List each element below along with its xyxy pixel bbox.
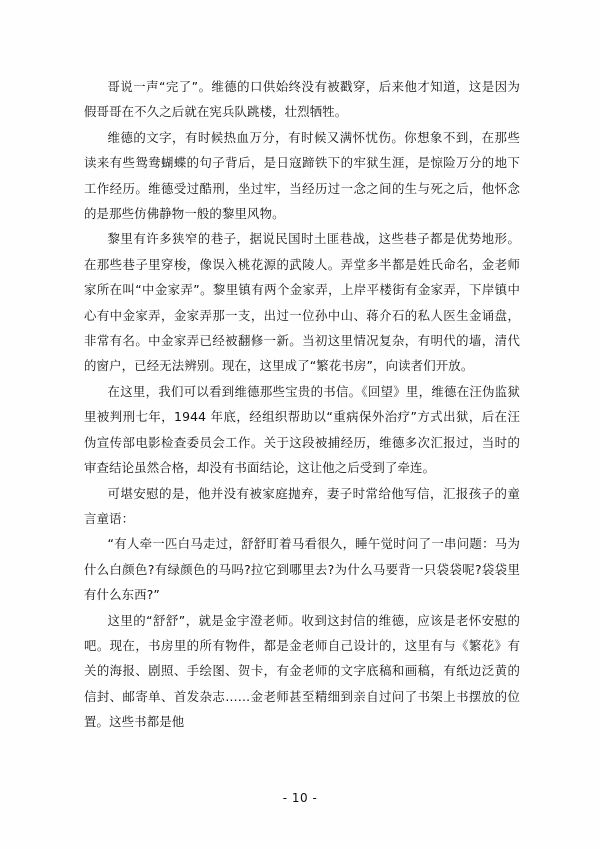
paragraph: 哥说一声“完了”。维德的口供始终没有被戳穿，后来他才知道，这是因为假哥哥在不久之后就在宪兵队跳楼，壮烈牺牲。 bbox=[84, 79, 520, 120]
paragraph: 可堪安慰的是，他并没有被家庭抛弃，妻子时常给他写信，汇报孩子的童言童语： bbox=[84, 485, 520, 526]
page-number: - 10 - bbox=[282, 791, 318, 805]
paragraph: 在这里，我们可以看到维德那些宝贵的书信。《回望》里，维德在汪伪监狱里被判刑七年，1944 年底，经组织帮助以“重病保外治疗”方式出狱，后在汪伪宣传部电影检查委员会工作。关于这段被捕经历，维德多次汇报过，当时的审查结论虽然合格，却没有书面结论，这让他之后受到了牵连。 bbox=[84, 383, 520, 476]
paragraph-quote: “有人牵一匹白马走过，舒舒盯着马看很久，睡午觉时问了一串问题：马为什么白颜色?有绿颜色的马吗?拉它到哪里去?为什么马要背一只袋袋呢?袋袋里有什么东西?” bbox=[84, 536, 520, 603]
page-body bbox=[84, 74, 520, 735]
paragraph: 这里的“舒舒”，就是金宇澄老师。收到这封信的维德，应该是老怀安慰的吧。现在，书房里的所有物件，都是金老师自己设计的，这里有与《繁花》有关的海报、剧照、手绘图、贺卡，有金老师的文字底稿和画稿，有纸边泛黄的信封、邮寄单、首发杂志……金老师甚至精细到亲自过问了书架上书摆放的位置。这些书都是他 bbox=[84, 612, 520, 730]
paragraph: 黎里有许多狭窄的巷子，据说民国时土匪巷战，这些巷子都是优势地形。在那些巷子里穿梭，像误入桃花源的武陵人。弄堂多半都是姓氏命名，金老师家所在叫“中金家弄”。黎里镇有两个金家弄，上岸平楼街有金家弄，下岸镇中心有中金家弄，金家弄那一支，出过一位孙中山、蒋介石的私人医生金诵盘，非常有名。中金家弄已经被翻修一新。当初这里情况复杂，有明代的墙，清代的窗户，已经无法辨别。现在，这里成了“繁花书房”，向读者们开放。 bbox=[84, 231, 520, 374]
paragraph: 维德的文字，有时候热血万分，有时候又满怀忧伤。你想象不到，在那些读来有些鸳鸯蝴蝶的句子背后，是日寇蹄铁下的牢狱生涯，是惊险万分的地下工作经历。维德受过酷刑，坐过牢，当经历过一念之间的生与死之后，他怀念的是那些仿佛静物一般的黎里风物。 bbox=[84, 129, 520, 222]
